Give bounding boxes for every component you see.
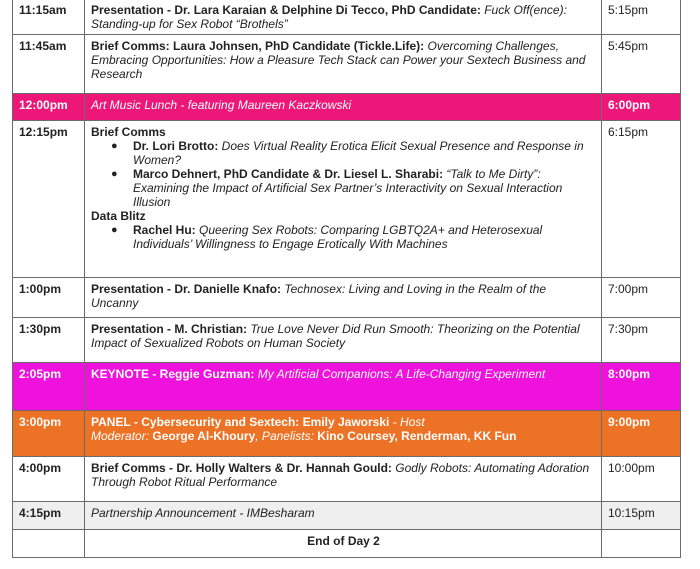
start-time: 4:15pm: [13, 502, 85, 530]
session-details: [85, 0, 602, 35]
end-time: 6:15pm: [602, 121, 681, 278]
panel-members-line: [91, 429, 596, 443]
start-time: 1:30pm: [13, 318, 85, 363]
start-time: 11:45am: [13, 35, 85, 94]
schedule-row: [13, 457, 681, 502]
session-details: [85, 502, 602, 530]
bullet-icon: ●: [111, 140, 118, 152]
session-title: Presentation - M. Christian:: [91, 322, 248, 336]
session-title: KEYNOTE - Reggie Guzman:: [91, 367, 255, 381]
session-talk: True Love Never Did Run Smooth: Theorizing on the Potential Impact of Sexualized Robots on Human Society: [91, 322, 580, 350]
session-talk: Godly Robots: Automating Adoration Through Robot Ritual Performance: [91, 461, 590, 489]
start-time: 11:15am: [13, 0, 85, 35]
session-title: PANEL - Cybersecurity and Sextech:: [91, 415, 300, 429]
session-title: Brief Comms - Dr. Holly Walters & Dr. Hannah Gould:: [91, 461, 392, 475]
start-time: 4:00pm: [13, 457, 85, 502]
session-talk: My Artificial Companions: A Life-Changing Experiment: [254, 367, 546, 381]
session-talk: Does Virtual Reality Erotica Elicit Sexual Presence and Response in Women?: [133, 139, 584, 167]
schedule-row: [13, 121, 681, 278]
end-time: 8:00pm: [602, 363, 681, 411]
section-heading: Data Blitz: [91, 209, 146, 223]
session-details: [85, 363, 602, 411]
end-time: 7:30pm: [602, 318, 681, 363]
session-talk: Partnership Announcement - IMBesharam: [91, 506, 315, 520]
schedule-row-lunch: [13, 94, 681, 121]
host-role: - Host: [389, 415, 425, 429]
session-title: Presentation - Dr. Lara Karaian & Delphine Di Tecco, PhD Candidate:: [91, 3, 481, 17]
speaker-name: Rachel Hu:: [133, 223, 196, 237]
panelist-names: Kino Coursey, Renderman, KK Fun: [313, 429, 517, 443]
end-time: 10:15pm: [602, 502, 681, 530]
session-details: [85, 121, 602, 278]
schedule-table: [12, 0, 681, 558]
schedule-row: [13, 278, 681, 318]
empty-cell: [13, 530, 85, 558]
schedule-row-panel: [13, 411, 681, 457]
end-of-day-row: [13, 530, 681, 558]
session-title: Brief Comms: Laura Johnsen, PhD Candidate (Tickle.Life):: [91, 39, 425, 53]
start-time: 2:05pm: [13, 363, 85, 411]
session-details: [85, 318, 602, 363]
schedule-row-keynote: [13, 363, 681, 411]
end-time: 5:15pm: [602, 0, 681, 35]
session-talk: Art Music Lunch - featuring Maureen Kaczkowski: [91, 98, 352, 112]
end-time: 9:00pm: [602, 411, 681, 457]
speaker-list: [91, 139, 596, 209]
start-time: 3:00pm: [13, 411, 85, 457]
session-details: [85, 35, 602, 94]
end-time: 5:45pm: [602, 35, 681, 94]
panelists-label: , Panelists:: [255, 429, 314, 443]
session-details: [85, 278, 602, 318]
schedule-row: [13, 318, 681, 363]
start-time: 12:00pm: [13, 94, 85, 121]
session-talk: Fuck Off(ence): Standing-up for Sex Robot “Brothels”: [91, 3, 567, 31]
session-title: Presentation - Dr. Danielle Knafo:: [91, 282, 282, 296]
session-talk: “Talk to Me Dirty”: Examining the Impact of Artificial Sex Partner’s Interactivity on Sexual Interaction Illusion: [133, 167, 563, 209]
list-item: [111, 223, 596, 251]
end-time: 10:00pm: [602, 457, 681, 502]
session-details: [85, 94, 602, 121]
speaker-name: Marco Dehnert, PhD Candidate & Dr. Liesel L. Sharabi:: [133, 167, 444, 181]
end-time: 7:00pm: [602, 278, 681, 318]
schedule-row: [13, 0, 681, 35]
end-time: 6:00pm: [602, 94, 681, 121]
moderator-name: George Al-Khoury: [149, 429, 256, 443]
list-item: [111, 167, 596, 209]
session-details: [85, 457, 602, 502]
schedule-row: [13, 502, 681, 530]
session-talk: Queering Sex Robots: Comparing LGBTQ2A+ and Heterosexual Individuals’ Willingness to Engage Erotically With Machines: [133, 223, 543, 251]
empty-cell: [602, 530, 681, 558]
section-heading: Brief Comms: [91, 125, 166, 139]
schedule-row: [13, 35, 681, 94]
session-talk: Overcoming Challenges, Embracing Opportunities: How a Pleasure Tech Stack can Power your Sextech Business and Research: [91, 39, 586, 81]
start-time: 1:00pm: [13, 278, 85, 318]
list-item: [111, 139, 596, 167]
session-details: [85, 411, 602, 457]
start-time: 12:15pm: [13, 121, 85, 278]
panel-title-line: [91, 415, 596, 429]
end-of-day-label: End of Day 2: [85, 530, 602, 558]
host-name: Emily Jaworski: [299, 415, 390, 429]
speaker-name: Dr. Lori Brotto:: [133, 139, 219, 153]
moderator-label: Moderator:: [91, 429, 150, 443]
session-talk: Technosex: Living and Loving in the Realm of the Uncanny: [91, 282, 547, 310]
bullet-icon: ●: [111, 224, 118, 236]
bullet-icon: ●: [111, 168, 118, 180]
speaker-list: [91, 223, 596, 251]
